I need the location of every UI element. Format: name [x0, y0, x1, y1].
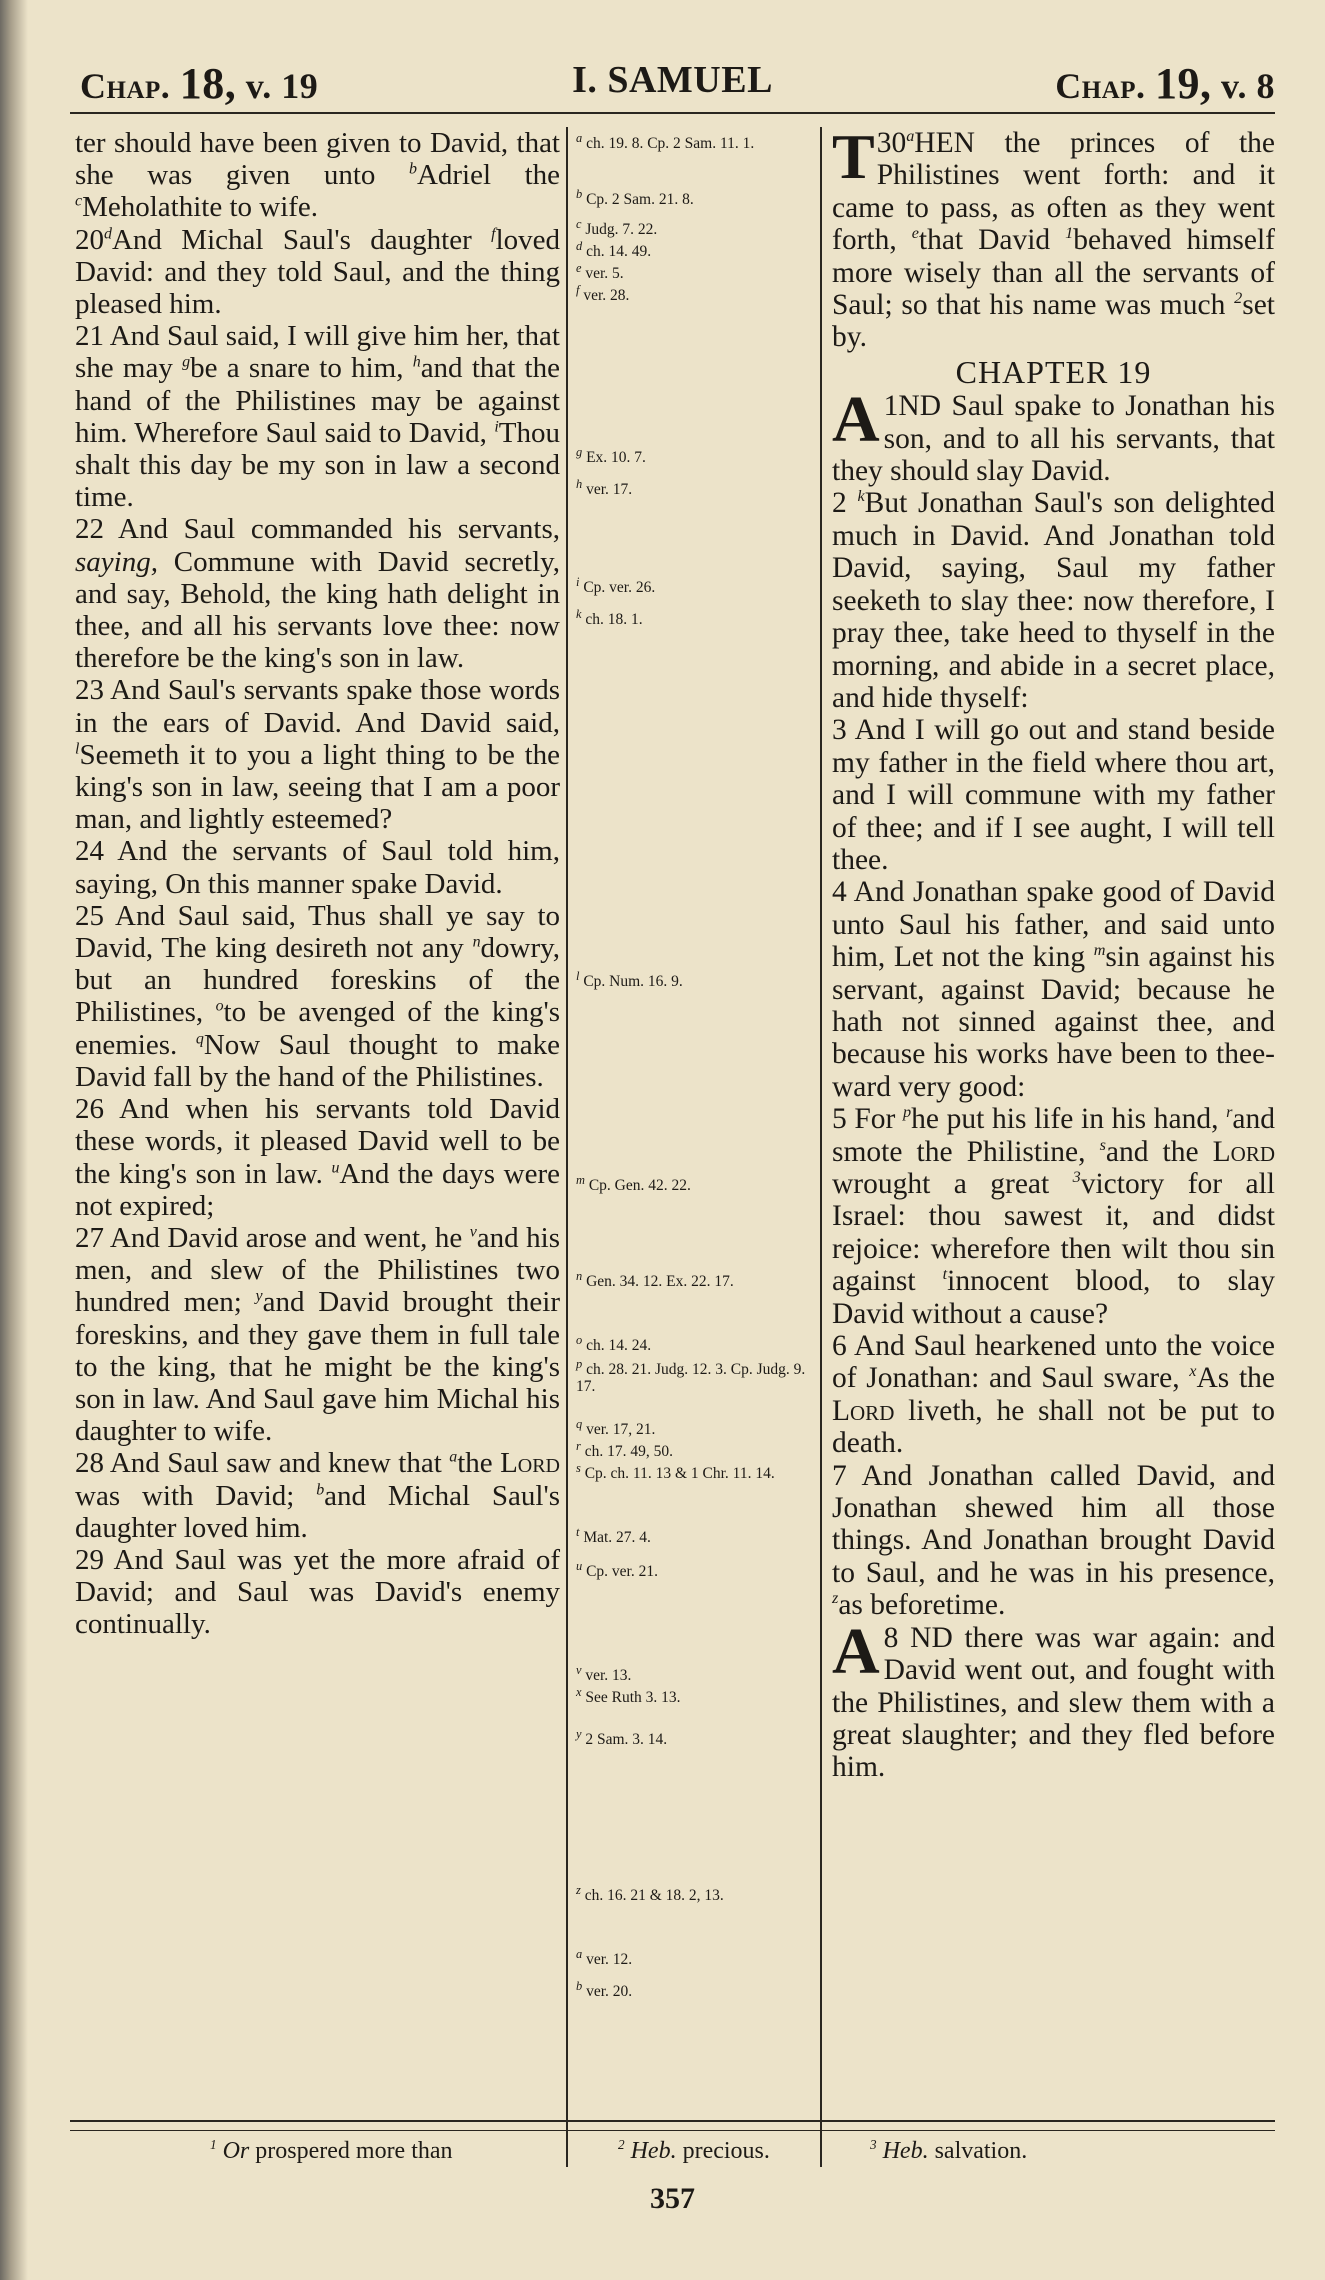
note-h: $^h$ ver. 17. [576, 476, 633, 498]
binding-shadow [0, 0, 28, 2280]
note-v: $^v$ ver. 13. [576, 1662, 632, 1684]
cross-reference-column [566, 127, 822, 2167]
verse-19-4: 4 And Jonathan spake good of David unto Saul his father, and said unto him, Let not the king $^m$sin against his servant, against David; because he hath not sinned against thee, and because his works have been to thee-ward very good: [832, 876, 1275, 1103]
note-z: $^z$ ch. 16. 21 & 18. 2, 13. [576, 1882, 724, 1904]
verse-23: 23 And Saul's servants spake those words in the ears of David. And David said, $^l$Seemeth it to you a light thing to be the king's son in law, seeing that I am a poor man, and lightly esteemed? [75, 674, 560, 836]
drop-cap-a2: A [832, 1614, 880, 1688]
verse-22: 22 And Saul commanded his servants, saying, Commune with David secretly, and say, Behold, the king hath delight in thee, and all his servants love thee: now therefore be the king's son in law. [75, 513, 560, 675]
note-k: $^k$ ch. 18. 1. [576, 606, 643, 628]
verse-19-8: 8 A ND there was war again: and David went out, and fought with the Philistines, and slew them with a great slaughter; and they fled before him. [832, 1614, 1276, 1784]
footer-rule-thin [70, 2130, 1275, 2131]
note-c: $^c$ Judg. 7. 22. [576, 216, 658, 238]
running-header [70, 52, 1275, 112]
drop-cap-a: A [832, 383, 880, 457]
verse-29: 29 And Saul was yet the more afraid of David; and Saul was David's enemy continually. [75, 1543, 560, 1641]
verse-28: 28 And Saul saw and knew that $^a$the Lord was with David; $^b$and Michal Saul's daughter loved him. [75, 1447, 561, 1544]
left-text-column [75, 127, 560, 1641]
note-y: $^y$ 2 Sam. 3. 14. [576, 1726, 668, 1748]
note-e: $^e$ ver. 5. [576, 260, 624, 282]
verse-27: 27 And David arose and went, he $^v$and his men, and slew of the Philistines two hundred men; $^y$and David brought their foreskins, and they gave them in full tale to the king, that he might be the king's son in law. And Saul gave him Michal his daughter to wife. [75, 1221, 561, 1448]
verse-30: 30$^a$ T HEN the princes of the Philistines went forth: and it came to pass, as often as they went forth, $^e$that David $^1$behaved himself more wisely than all the servants of Saul; so that his name was much $^2$set by. [832, 121, 1275, 354]
verse-26: 26 And when his servants told David these words, it pleased David well to be the king's son in law. $^u$And the days were not expired; [75, 1093, 561, 1222]
bible-page [70, 52, 1275, 2232]
header-right-reference: Chap. 19, v. 8 [1055, 59, 1275, 108]
verse-19-1: 1 A ND Saul spake to Jonathan his son, and to all his servants, that they should slay David. [832, 383, 1275, 488]
note-l: $^l$ Cp. Num. 16. 9. [576, 968, 683, 990]
verse-19-7: 7 And Jonathan called David, and Jonathan shewed him all those things. And Jonathan brought David to Saul, and he was in his presence, $^z$as beforetime. [832, 1459, 1275, 1622]
verse-19-5: 5 For $^p$he put his life in his hand, $^r$and smote the Philistine, $^s$and the Lord wrought a great $^3$victory for all Israel: thou sawest it, and didst rejoice: wherefore then wilt thou sin against $^t$innocent blood, to slay David without a cause? [832, 1103, 1276, 1330]
footnote-2: $^2$ Heb. precious. [618, 2137, 770, 2164]
chapter-heading: CHAPTER 19 [955, 353, 1152, 390]
verse-19-3: 3 And I will go out and stand beside my father in the field where thou art, and I will commune with my father of thee; and if I see aught, I will tell thee. [832, 714, 1275, 876]
header-left-reference: Chap. 18, v. 19 [80, 59, 319, 108]
note-p: $^p$ ch. 28. 21. Judg. 12. 3. Cp. Judg. 9. 17. [576, 1356, 806, 1395]
note-f: $^f$ ver. 28. [576, 282, 630, 304]
note-b2: $^b$ ver. 20. [576, 1978, 633, 2000]
note-u: $^u$ Cp. ver. 21. [576, 1558, 658, 1580]
note-d: $^d$ ch. 14. 49. [576, 238, 652, 260]
verse-25: 25 And Saul said, Thus shall ye say to David, The king desireth not any $^n$dowry, but an hundred foreskins of the Philistines, $^o$to be avenged of the king's enemies. $^q$Now Saul thought to make David fall by the hand of the Philistines. [75, 899, 561, 1093]
verse-24: 24 And the servants of Saul told him, saying, On this manner spake David. [75, 835, 560, 900]
footer-rule [70, 2120, 1275, 2122]
footnotes [70, 2138, 1275, 2174]
note-i: $^i$ Cp. ver. 26. [576, 574, 656, 596]
note-b: $^b$ Cp. 2 Sam. 21. 8. [576, 186, 694, 208]
verse-20: 20$^d$And Michal Saul's daughter $^f$loved David: and they told Saul, and the thing pleased him. [75, 223, 560, 321]
note-t: $^t$ Mat. 27. 4. [576, 1524, 651, 1546]
verse-19-6: 6 And Saul hearkened unto the voice of Jonathan: and Saul sware, $^x$As the Lord liveth, he shall not be put to death. [832, 1330, 1275, 1460]
note-n: $^n$ Gen. 34. 12. Ex. 22. 17. [576, 1268, 734, 1290]
note-a2: $^a$ ver. 12. [576, 1946, 633, 1968]
right-text-column [832, 121, 1276, 1784]
note-o: $^o$ ch. 14. 24. [576, 1332, 652, 1354]
verse-19-2: 2 $^k$But Jonathan Saul's son delighted much in David. And Jonathan told David, saying, Saul my father seeketh to slay thee: now therefore, I pray thee, take heed to thyself in the morning, and abide in a secret place, and hide thyself: [832, 487, 1276, 714]
footnote-1: $^1$ Or prospered more than [210, 2137, 453, 2164]
drop-cap-t: T [832, 121, 875, 192]
page-number: 357 [650, 2182, 695, 2215]
footnote-3: $^3$ Heb. salvation. [870, 2137, 1028, 2164]
note-s: $^s$ Cp. ch. 11. 13 & 1 Chr. 11. 14. [576, 1460, 775, 1482]
book-title: I. SAMUEL [572, 59, 773, 101]
note-x: $^x$ See Ruth 3. 13. [576, 1684, 681, 1706]
note-a: $^a$ ch. 19. 8. Cp. 2 Sam. 11. 1. [576, 130, 755, 152]
note-r: $^r$ ch. 17. 49, 50. [576, 1438, 673, 1460]
header-rule [70, 112, 1275, 114]
note-m: $^m$ Cp. Gen. 42. 22. [576, 1172, 691, 1194]
note-q: $^q$ ver. 17, 21. [576, 1416, 656, 1438]
verse-18-19: ter should have been given to David, that she was given unto $^b$Adriel the $^c$Meholathite to wife. [75, 127, 561, 224]
note-g: $^g$ Ex. 10. 7. [576, 444, 646, 466]
verse-21: 21 And Saul said, I will give him her, that she may $^g$be a snare to him, $^h$and that the hand of the Philistines may be against him. Wherefore Saul said to David, $^i$Thou shalt this day be my son in law a second time. [75, 320, 560, 514]
